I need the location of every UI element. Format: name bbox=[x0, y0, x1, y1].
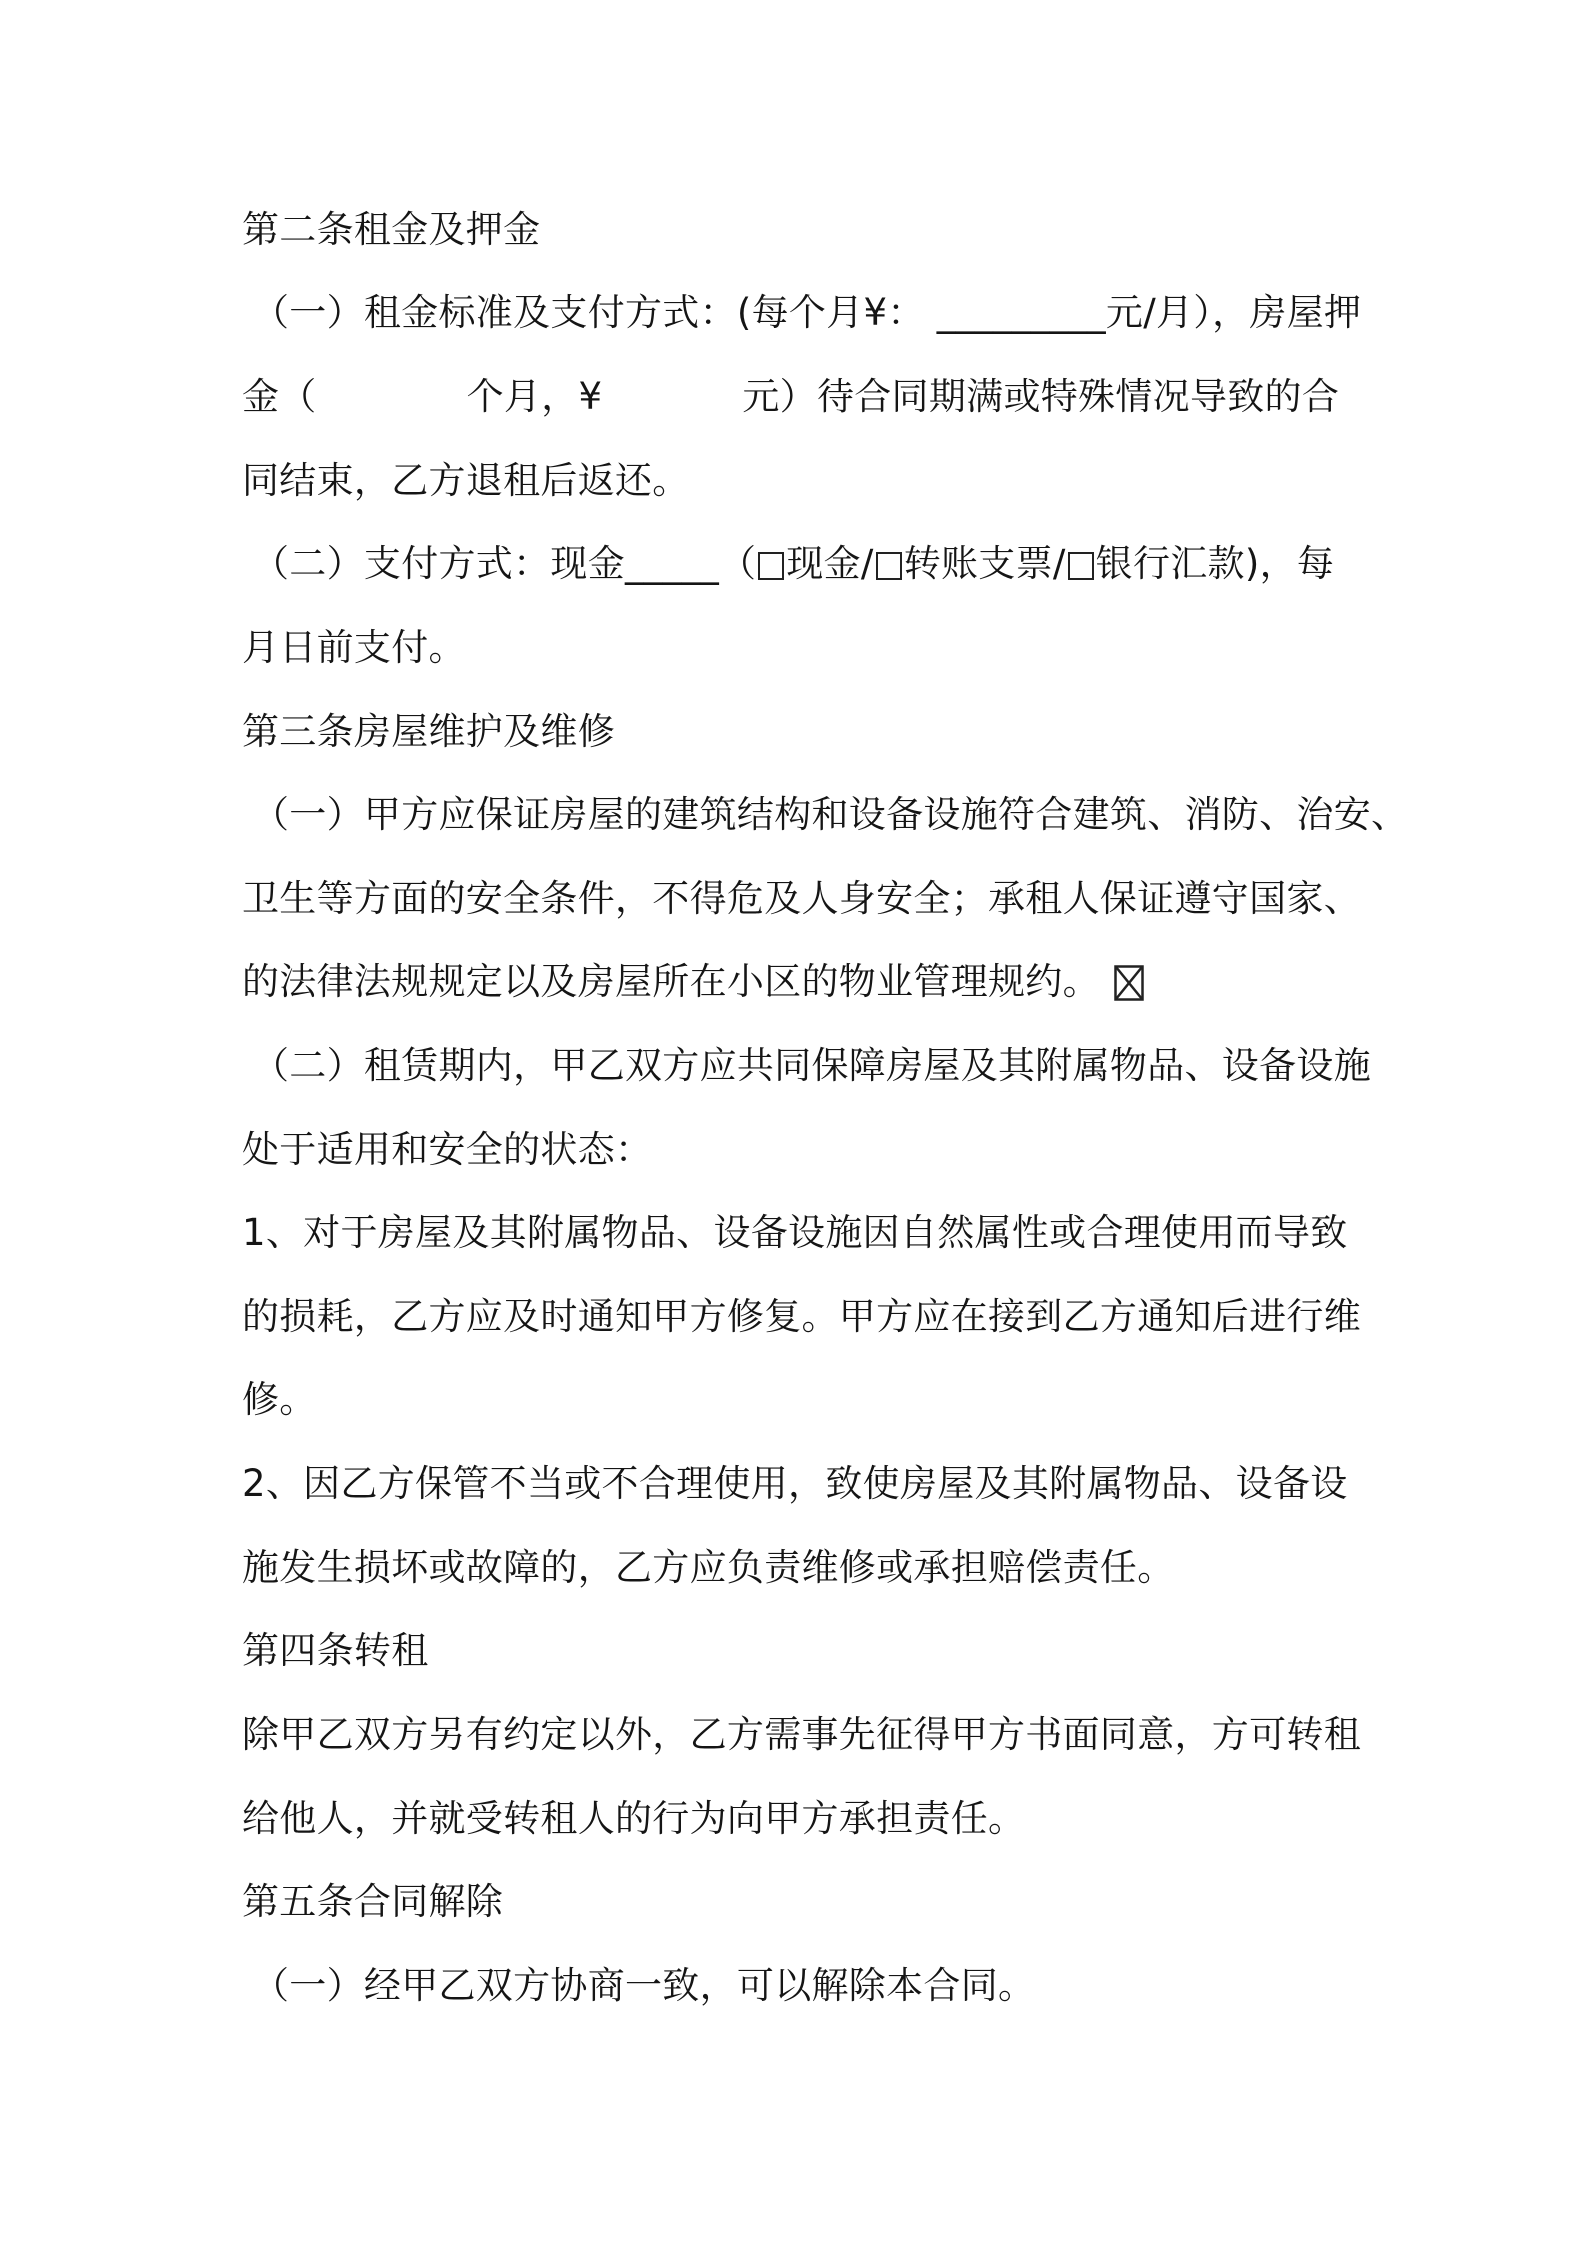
option-cash: 现金/ bbox=[786, 542, 874, 585]
payment-date-line: 月日前支付。 bbox=[242, 626, 466, 669]
article-3-clause-1-line-3 bbox=[242, 952, 1382, 1012]
deposit-text-1: 金（ bbox=[242, 375, 317, 418]
article-4-heading: 第四条转租 bbox=[242, 1629, 429, 1672]
item-2-line-2: 施发生损坏或故障的，乙方应负责维修或承担赔偿责任。 bbox=[242, 1546, 1175, 1589]
article-5-clause-1: （一）经甲乙双方协商一致，可以解除本合同。 bbox=[252, 1964, 1036, 2007]
article-5-heading: 第五条合同解除 bbox=[242, 1880, 504, 1923]
rent-standard-line: （一）租金标准及支付方式：(每个月¥： _________元/月），房屋押 bbox=[252, 291, 1362, 334]
item-2-line-1: 2、因乙方保管不当或不合理使用，致使房屋及其附属物品、设备设 bbox=[242, 1462, 1348, 1505]
crossed-box-icon bbox=[1114, 965, 1144, 1001]
article-3-clause-2-line-2: 处于适用和安全的状态： bbox=[242, 1128, 653, 1171]
item-1-line-3: 修。 bbox=[242, 1378, 317, 1421]
empty-checkbox-icon bbox=[876, 552, 902, 580]
deposit-text-3: 元）待合同期满或特殊情况导致的合 bbox=[742, 375, 1340, 418]
article-4-line-2: 给他人，并就受转租人的行为向甲方承担责任。 bbox=[242, 1797, 1026, 1840]
article-4-line-1: 除甲乙双方另有约定以外，乙方需事先征得甲方书面同意，方可转租 bbox=[242, 1713, 1361, 1756]
deposit-return-line: 同结束，乙方退租后返还。 bbox=[242, 459, 690, 502]
item-1-line-1: 1、对于房屋及其附属物品、设备设施因自然属性或合理使用而导致 bbox=[242, 1211, 1348, 1254]
empty-checkbox-icon bbox=[758, 552, 784, 580]
article-3-clause-2-line-1: （二）租赁期内，甲乙双方应共同保障房屋及其附属物品、设备设施 bbox=[252, 1044, 1371, 1087]
payment-method-text: （二）支付方式：现金_____（ bbox=[252, 542, 757, 585]
item-1-line-2: 的损耗，乙方应及时通知甲方修复。甲方应在接到乙方通知后进行维 bbox=[242, 1295, 1361, 1338]
empty-checkbox-icon bbox=[1068, 552, 1094, 580]
deposit-line bbox=[242, 367, 1382, 427]
deposit-text-2: 个月，¥ bbox=[466, 375, 603, 418]
article-2-heading: 第二条租金及押金 bbox=[242, 208, 541, 251]
article-3-heading: 第三条房屋维护及维修 bbox=[242, 710, 615, 753]
payment-method-line bbox=[252, 534, 1392, 594]
article-3-clause-1-line-1: （一）甲方应保证房屋的建筑结构和设备设施符合建筑、消防、治安、 bbox=[252, 793, 1409, 836]
option-transfer-check: 转账支票/ bbox=[903, 542, 1066, 585]
article-3-clause-1-line-2: 卫生等方面的安全条件，不得危及人身安全；承租人保证遵守国家、 bbox=[242, 877, 1361, 920]
option-bank-remittance: 银行汇款)，每 bbox=[1095, 542, 1335, 585]
regulations-text: 的法律法规规定以及房屋所在小区的物业管理规约。 bbox=[242, 960, 1100, 1003]
